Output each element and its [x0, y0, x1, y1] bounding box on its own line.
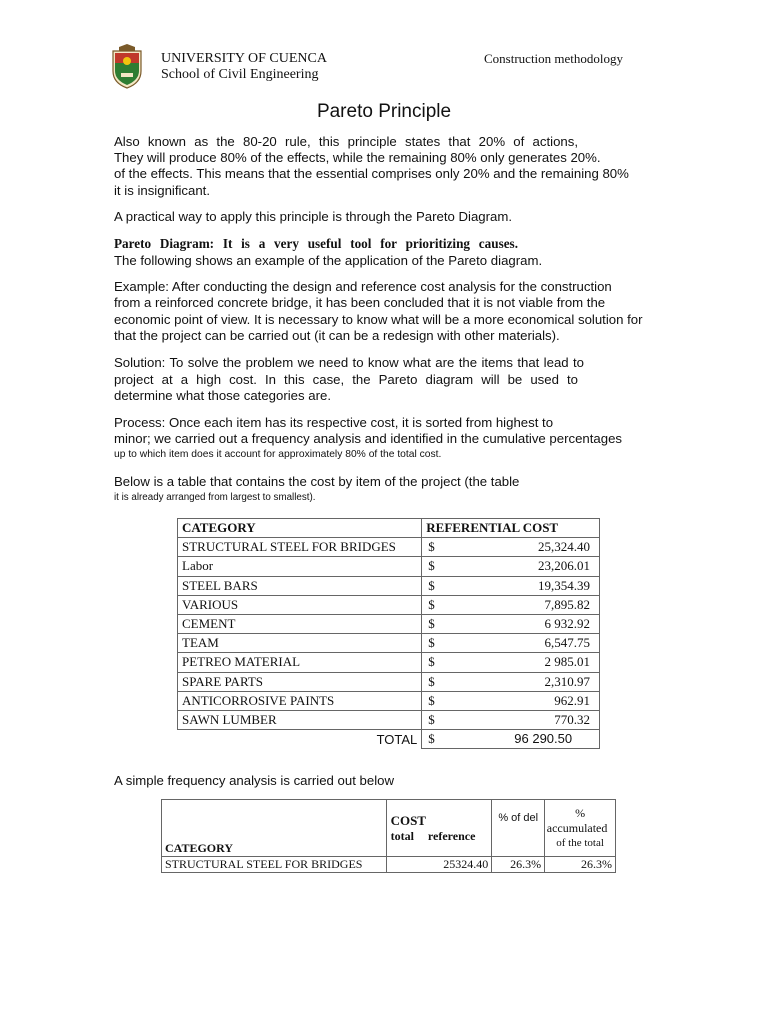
paragraph-line: A practical way to apply this principle is through the Pareto Diagram.	[114, 209, 513, 224]
column-header-accumulated: % accumulated of the total	[545, 800, 616, 857]
table-row	[178, 672, 600, 691]
row-cost	[422, 538, 600, 557]
currency-symbol: $	[428, 711, 435, 727]
row-category: STRUCTURAL STEEL FOR BRIDGES	[178, 538, 422, 557]
paragraph-line: minor; we carried out a frequency analysis and identified in the cumulative percentages	[114, 431, 623, 446]
cost-amount: 2,310.97	[544, 673, 590, 689]
row-cost	[422, 576, 600, 595]
row-cost	[422, 557, 600, 576]
frequency-table-header	[162, 800, 616, 857]
row-accumulated: 26.3%	[545, 857, 616, 873]
paragraph-line: economic point of view. It is necessary to know what will be a more economical solution for	[114, 312, 643, 327]
paragraph-line: up to which item does it account for approximately 80% of the total cost.	[114, 449, 442, 460]
paragraph-line: Process: Once each item has its respective cost, it is sorted from highest to	[114, 415, 554, 430]
column-header-percent: % of del	[492, 800, 545, 857]
row-cost	[422, 653, 600, 672]
currency-symbol: $	[428, 577, 435, 593]
row-cost	[422, 710, 600, 729]
cost-amount: 7,895.82	[544, 596, 590, 612]
total-amount: 96 290.50	[514, 731, 573, 747]
row-cost: 25324.40	[386, 857, 492, 873]
paragraph-line: that the project can be carried out (it can be a redesign with other materials).	[114, 328, 560, 343]
cost-amount: 19,354.39	[538, 577, 590, 593]
total-row	[178, 730, 600, 749]
row-category: CEMENT	[178, 614, 422, 633]
row-category: SPARE PARTS	[178, 672, 422, 691]
row-category: VARIOUS	[178, 595, 422, 614]
paragraph-line: Solution: To solve the problem we need to know what are the items that lead to	[114, 355, 584, 370]
currency-symbol: $	[428, 692, 435, 708]
column-header-category: CATEGORY	[162, 800, 387, 857]
row-category: SAWN LUMBER	[178, 710, 422, 729]
table-row	[178, 614, 600, 633]
frequency-table	[161, 799, 616, 873]
table-row	[178, 653, 600, 672]
row-category: STRUCTURAL STEEL FOR BRIDGES	[162, 857, 387, 873]
cost-amount: 25,324.40	[538, 539, 590, 555]
column-header-category: CATEGORY	[178, 519, 422, 538]
table-row	[178, 710, 600, 729]
row-category: STEEL BARS	[178, 576, 422, 595]
paragraph-line: of the effects. This means that the essential comprises only 20% and the remaining 80%	[114, 166, 629, 181]
total-label: TOTAL	[376, 731, 418, 747]
table-row	[178, 557, 600, 576]
column-header-cost: COST total reference	[386, 800, 492, 857]
paragraph-line: it is already arranged from largest to smallest).	[114, 492, 316, 503]
row-cost	[422, 672, 600, 691]
page-title: Pareto Principle	[316, 101, 452, 122]
cost-amount: 770.32	[554, 711, 590, 727]
cost-amount: 23,206.01	[538, 558, 590, 574]
course-name: Construction methodology	[484, 51, 624, 66]
currency-symbol: $	[428, 673, 435, 689]
row-percent: 26.3%	[492, 857, 545, 873]
paragraph-line: it is insignificant.	[114, 183, 211, 198]
table-row	[178, 538, 600, 557]
university-name: UNIVERSITY OF CUENCA	[161, 51, 327, 66]
paragraph-line: Below is a table that contains the cost by item of the project (the table	[114, 474, 520, 489]
paragraph-line: determine what those categories are.	[114, 388, 331, 403]
column-header-cost: REFERENTIAL COST	[422, 519, 600, 538]
row-category: ANTICORROSIVE PAINTS	[178, 691, 422, 710]
paragraph-line: The following shows an example of the application of the Pareto diagram.	[114, 253, 543, 268]
school-name: School of Civil Engineering	[161, 67, 319, 82]
cost-amount: 962.91	[554, 692, 590, 708]
university-logo	[110, 43, 144, 89]
cost-table	[177, 518, 600, 749]
total-value-cell	[422, 730, 600, 749]
paragraph-line: Also known as the 80-20 rule, this principle states that 20% of actions,	[114, 134, 578, 149]
currency-symbol: $	[428, 635, 435, 651]
table-row	[178, 576, 600, 595]
currency-symbol: $	[428, 615, 435, 631]
currency-symbol: $	[428, 731, 435, 747]
row-cost	[422, 634, 600, 653]
paragraph-line: They will produce 80% of the effects, while the remaining 80% only generates 20%.	[114, 150, 601, 165]
cost-amount: 6,547.75	[544, 635, 590, 651]
table-row	[178, 634, 600, 653]
cost-amount: 6 932.92	[544, 616, 590, 632]
paragraph-line: Example: After conducting the design and reference cost analysis for the construction	[114, 279, 612, 294]
paragraph-line: project at a high cost. In this case, the Pareto diagram will be used to	[114, 372, 578, 387]
table-row	[178, 691, 600, 710]
currency-symbol: $	[428, 558, 435, 574]
currency-symbol: $	[428, 596, 435, 612]
row-category: Labor	[178, 557, 422, 576]
paragraph-line: A simple frequency analysis is carried out below	[114, 773, 395, 788]
row-category: PETREO MATERIAL	[178, 653, 422, 672]
paragraph-line: from a reinforced concrete bridge, it has been concluded that it is not viable from the	[114, 295, 606, 310]
row-cost	[422, 614, 600, 633]
row-cost	[422, 691, 600, 710]
table-row	[178, 595, 600, 614]
cost-table-header	[178, 519, 600, 538]
cost-amount: 2 985.01	[544, 654, 590, 670]
row-cost	[422, 595, 600, 614]
currency-symbol: $	[428, 654, 435, 670]
row-category: TEAM	[178, 634, 422, 653]
table-row	[162, 857, 616, 873]
currency-symbol: $	[428, 539, 435, 555]
paragraph-line: Pareto Diagram: It is a very useful tool for prioritizing causes.	[114, 236, 518, 251]
